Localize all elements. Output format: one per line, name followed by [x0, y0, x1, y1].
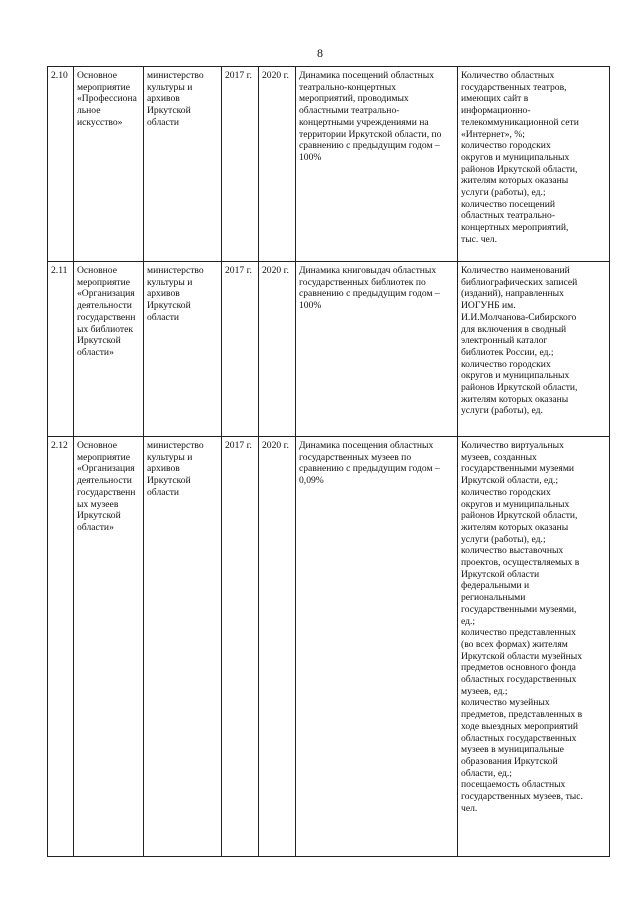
- measures-cell-line: Количество областных: [461, 70, 555, 81]
- main-action-cell-line: ых музеев: [77, 498, 119, 510]
- measures-cell-line: количество городских: [461, 140, 551, 152]
- executor-cell-line: Иркутской: [147, 105, 191, 117]
- end-year-cell: 2020 г.: [259, 437, 296, 857]
- table-row: [48, 67, 610, 262]
- executor-cell-line: культуры и: [147, 451, 193, 463]
- executor-cell: [144, 262, 222, 437]
- executor-cell-line: области: [147, 116, 180, 128]
- measures-cell-line: государственных театров,: [461, 81, 567, 93]
- measures-cell-line: проектов, осуществляемых в: [461, 557, 580, 569]
- measures-cell-line: телекоммуникационной сети: [461, 116, 579, 128]
- main-action-cell-line: «Организация: [77, 463, 135, 475]
- main-action-cell-line: области»: [77, 346, 114, 358]
- main-action-cell-line: Иркутской: [77, 335, 121, 347]
- indicator-cell: [296, 262, 458, 437]
- measures-cell-line: концертных мероприятий,: [461, 222, 569, 234]
- measures-cell-line: музеев, ед.;: [461, 685, 508, 697]
- measures-cell-line: жителям которых оказаны: [461, 175, 569, 187]
- measures-cell-line: ходе выездных мероприятий: [461, 720, 578, 732]
- main-action-cell-line: Основное: [77, 440, 117, 451]
- main-action-cell-line: льное: [77, 105, 101, 117]
- main-action-cell-line: «Профессиона: [77, 93, 137, 105]
- main-action-cell-line: государственн: [77, 311, 136, 323]
- row-number-cell: 2.11: [48, 262, 74, 437]
- measures-cell-line: чел.: [461, 802, 478, 814]
- measures-cell-line: тыс. чел.: [461, 233, 497, 245]
- measures-cell-line: музеев, созданных: [461, 451, 537, 463]
- indicator-cell: [296, 437, 458, 857]
- page-number: 8: [317, 46, 323, 60]
- indicator-cell-line: государственных библиотек по: [299, 276, 426, 288]
- indicator-cell-line: территории Иркутской области, по: [299, 128, 442, 140]
- executor-cell-line: министерство: [147, 265, 204, 276]
- indicator-cell-line: областными театрально-: [299, 105, 400, 117]
- table-row: [48, 262, 610, 437]
- measures-cell-line: электронный каталог: [461, 335, 548, 347]
- executor-cell-line: области: [147, 311, 180, 323]
- measures-cell-line: государственных музеев, тыс.: [461, 791, 583, 803]
- measures-cell-line: библиотек России, ед.;: [461, 346, 554, 358]
- main-action-cell-line: мероприятие: [77, 81, 130, 93]
- main-action-cell-line: Иркутской: [77, 510, 121, 522]
- measures-cell-line: ед.;: [461, 615, 476, 627]
- main-action-cell-line: государственн: [77, 486, 136, 498]
- measures-cell-line: количество посещений: [461, 198, 556, 210]
- executor-cell-line: архивов: [147, 93, 180, 105]
- measures-cell-line: количество городских: [461, 358, 551, 370]
- measures-cell-line: предметов, представленных в: [461, 709, 583, 721]
- main-action-cell: [74, 262, 144, 437]
- measures-cell-line: Количество виртуальных: [461, 440, 564, 451]
- indicator-cell-line: Динамика посещения областных: [299, 440, 434, 451]
- row-number-cell: 2.10: [48, 67, 74, 262]
- main-action-cell-line: мероприятие: [77, 276, 130, 288]
- measures-cell-line: Иркутской области: [461, 568, 540, 580]
- main-action-cell-line: деятельности: [77, 300, 132, 312]
- main-action-cell-line: ых библиотек: [77, 323, 134, 335]
- indicator-cell-line: сравнению с предыдущим годом –: [299, 140, 440, 152]
- measures-cell-line: округов и муниципальных: [461, 498, 570, 510]
- executor-cell: [144, 437, 222, 857]
- main-action-cell: [74, 67, 144, 262]
- measures-cell-line: (во всех формах) жителям: [461, 638, 568, 650]
- executor-cell-line: Иркутской: [147, 300, 191, 312]
- measures-cell-line: для включения в сводный: [461, 323, 567, 335]
- main-action-cell-line: деятельности: [77, 475, 132, 487]
- indicator-cell-line: 0,09%: [299, 475, 324, 487]
- program-table: [47, 66, 610, 857]
- measures-cell-line: федеральными и: [461, 580, 530, 592]
- measures-cell-line: области, ед.;: [461, 767, 512, 779]
- measures-cell-line: округов и муниципальных: [461, 151, 570, 163]
- measures-cell-line: областных государственных: [461, 732, 577, 744]
- executor-cell-line: культуры и: [147, 81, 193, 93]
- indicator-cell-line: сравнению с предыдущим годом –: [299, 463, 440, 475]
- measures-cell-line: областных государственных: [461, 674, 577, 686]
- measures-cell-line: районов Иркутской области,: [461, 163, 578, 175]
- measures-cell-line: Количество наименований: [461, 265, 570, 276]
- executor-cell-line: министерство: [147, 70, 204, 81]
- measures-cell-line: библиографических записей: [461, 276, 578, 288]
- executor-cell-line: культуры и: [147, 276, 193, 288]
- indicator-cell-line: 100%: [299, 300, 322, 312]
- main-action-cell-line: Основное: [77, 70, 117, 81]
- start-year-cell: 2017 г.: [222, 67, 259, 262]
- measures-cell-line: Иркутской области, ед.;: [461, 475, 559, 487]
- measures-cell-line: «Интернет», %;: [461, 128, 525, 140]
- executor-cell-line: архивов: [147, 463, 180, 475]
- start-year-cell: 2017 г.: [222, 437, 259, 857]
- main-action-cell-line: «Организация: [77, 288, 135, 300]
- measures-cell-line: (изданий), направленных: [461, 288, 564, 300]
- executor-cell: [144, 67, 222, 262]
- measures-cell-line: количество городских: [461, 486, 551, 498]
- measures-cell-line: музеев в муниципальные: [461, 744, 564, 756]
- measures-cell: [458, 67, 610, 262]
- indicator-cell-line: 100%: [299, 151, 322, 163]
- indicator-cell-line: сравнению с предыдущим годом –: [299, 288, 440, 300]
- main-action-cell-line: искусство»: [77, 116, 123, 128]
- measures-cell-line: Иркутской области музейных: [461, 650, 583, 662]
- indicator-cell-line: государственных музеев по: [299, 451, 412, 463]
- measures-cell-line: количество представленных: [461, 627, 576, 639]
- executor-cell-line: Иркутской: [147, 475, 191, 487]
- measures-cell-line: государственными музеями,: [461, 603, 577, 615]
- executor-cell-line: министерство: [147, 440, 204, 451]
- indicator-cell-line: Динамика книговыдач областных: [299, 265, 437, 276]
- measures-cell-line: имеющих сайт в: [461, 93, 529, 105]
- main-action-cell-line: мероприятие: [77, 451, 130, 463]
- measures-cell-line: районов Иркутской области,: [461, 382, 578, 394]
- measures-cell-line: государственными музеями: [461, 463, 575, 475]
- measures-cell-line: предметов основного фонда: [461, 662, 576, 674]
- table-body: [48, 67, 610, 857]
- measures-cell-line: округов и муниципальных: [461, 370, 570, 382]
- end-year-cell: 2020 г.: [259, 262, 296, 437]
- main-action-cell: [74, 437, 144, 857]
- indicator-cell: [296, 67, 458, 262]
- main-action-cell-line: области»: [77, 521, 114, 533]
- measures-cell-line: жителям которых оказаны: [461, 521, 569, 533]
- measures-cell-line: количество музейных: [461, 697, 550, 709]
- table-row: [48, 437, 610, 857]
- indicator-cell-line: театрально-концертных: [299, 81, 397, 93]
- measures-cell-line: услуги (работы), ед.: [461, 405, 543, 417]
- measures-cell-line: районов Иркутской области,: [461, 510, 578, 522]
- main-action-cell-line: Основное: [77, 265, 117, 276]
- measures-cell-line: услуги (работы), ед.;: [461, 533, 546, 545]
- measures-cell-line: услуги (работы), ед.;: [461, 187, 546, 199]
- indicator-cell-line: Динамика посещений областных: [299, 70, 435, 81]
- measures-cell: [458, 437, 610, 857]
- measures-cell-line: посещаемость областных: [461, 779, 566, 791]
- measures-cell-line: И.И.Молчанова-Сибирского: [461, 311, 577, 323]
- executor-cell-line: области: [147, 486, 180, 498]
- measures-cell-line: жителям которых оказаны: [461, 393, 569, 405]
- indicator-cell-line: концертными учреждениями на: [299, 116, 429, 128]
- measures-cell-line: образования Иркутской: [461, 755, 558, 767]
- measures-cell-line: областных театрально-: [461, 210, 556, 222]
- measures-cell-line: ИОГУНБ им.: [461, 300, 516, 312]
- executor-cell-line: архивов: [147, 288, 180, 300]
- measures-cell: [458, 262, 610, 437]
- indicator-cell-line: мероприятий, проводимых: [299, 93, 409, 105]
- end-year-cell: 2020 г.: [259, 67, 296, 262]
- measures-cell-line: региональными: [461, 592, 526, 604]
- measures-cell-line: количество выставочных: [461, 545, 564, 557]
- start-year-cell: 2017 г.: [222, 262, 259, 437]
- row-number-cell: 2.12: [48, 437, 74, 857]
- measures-cell-line: информационно-: [461, 105, 531, 117]
